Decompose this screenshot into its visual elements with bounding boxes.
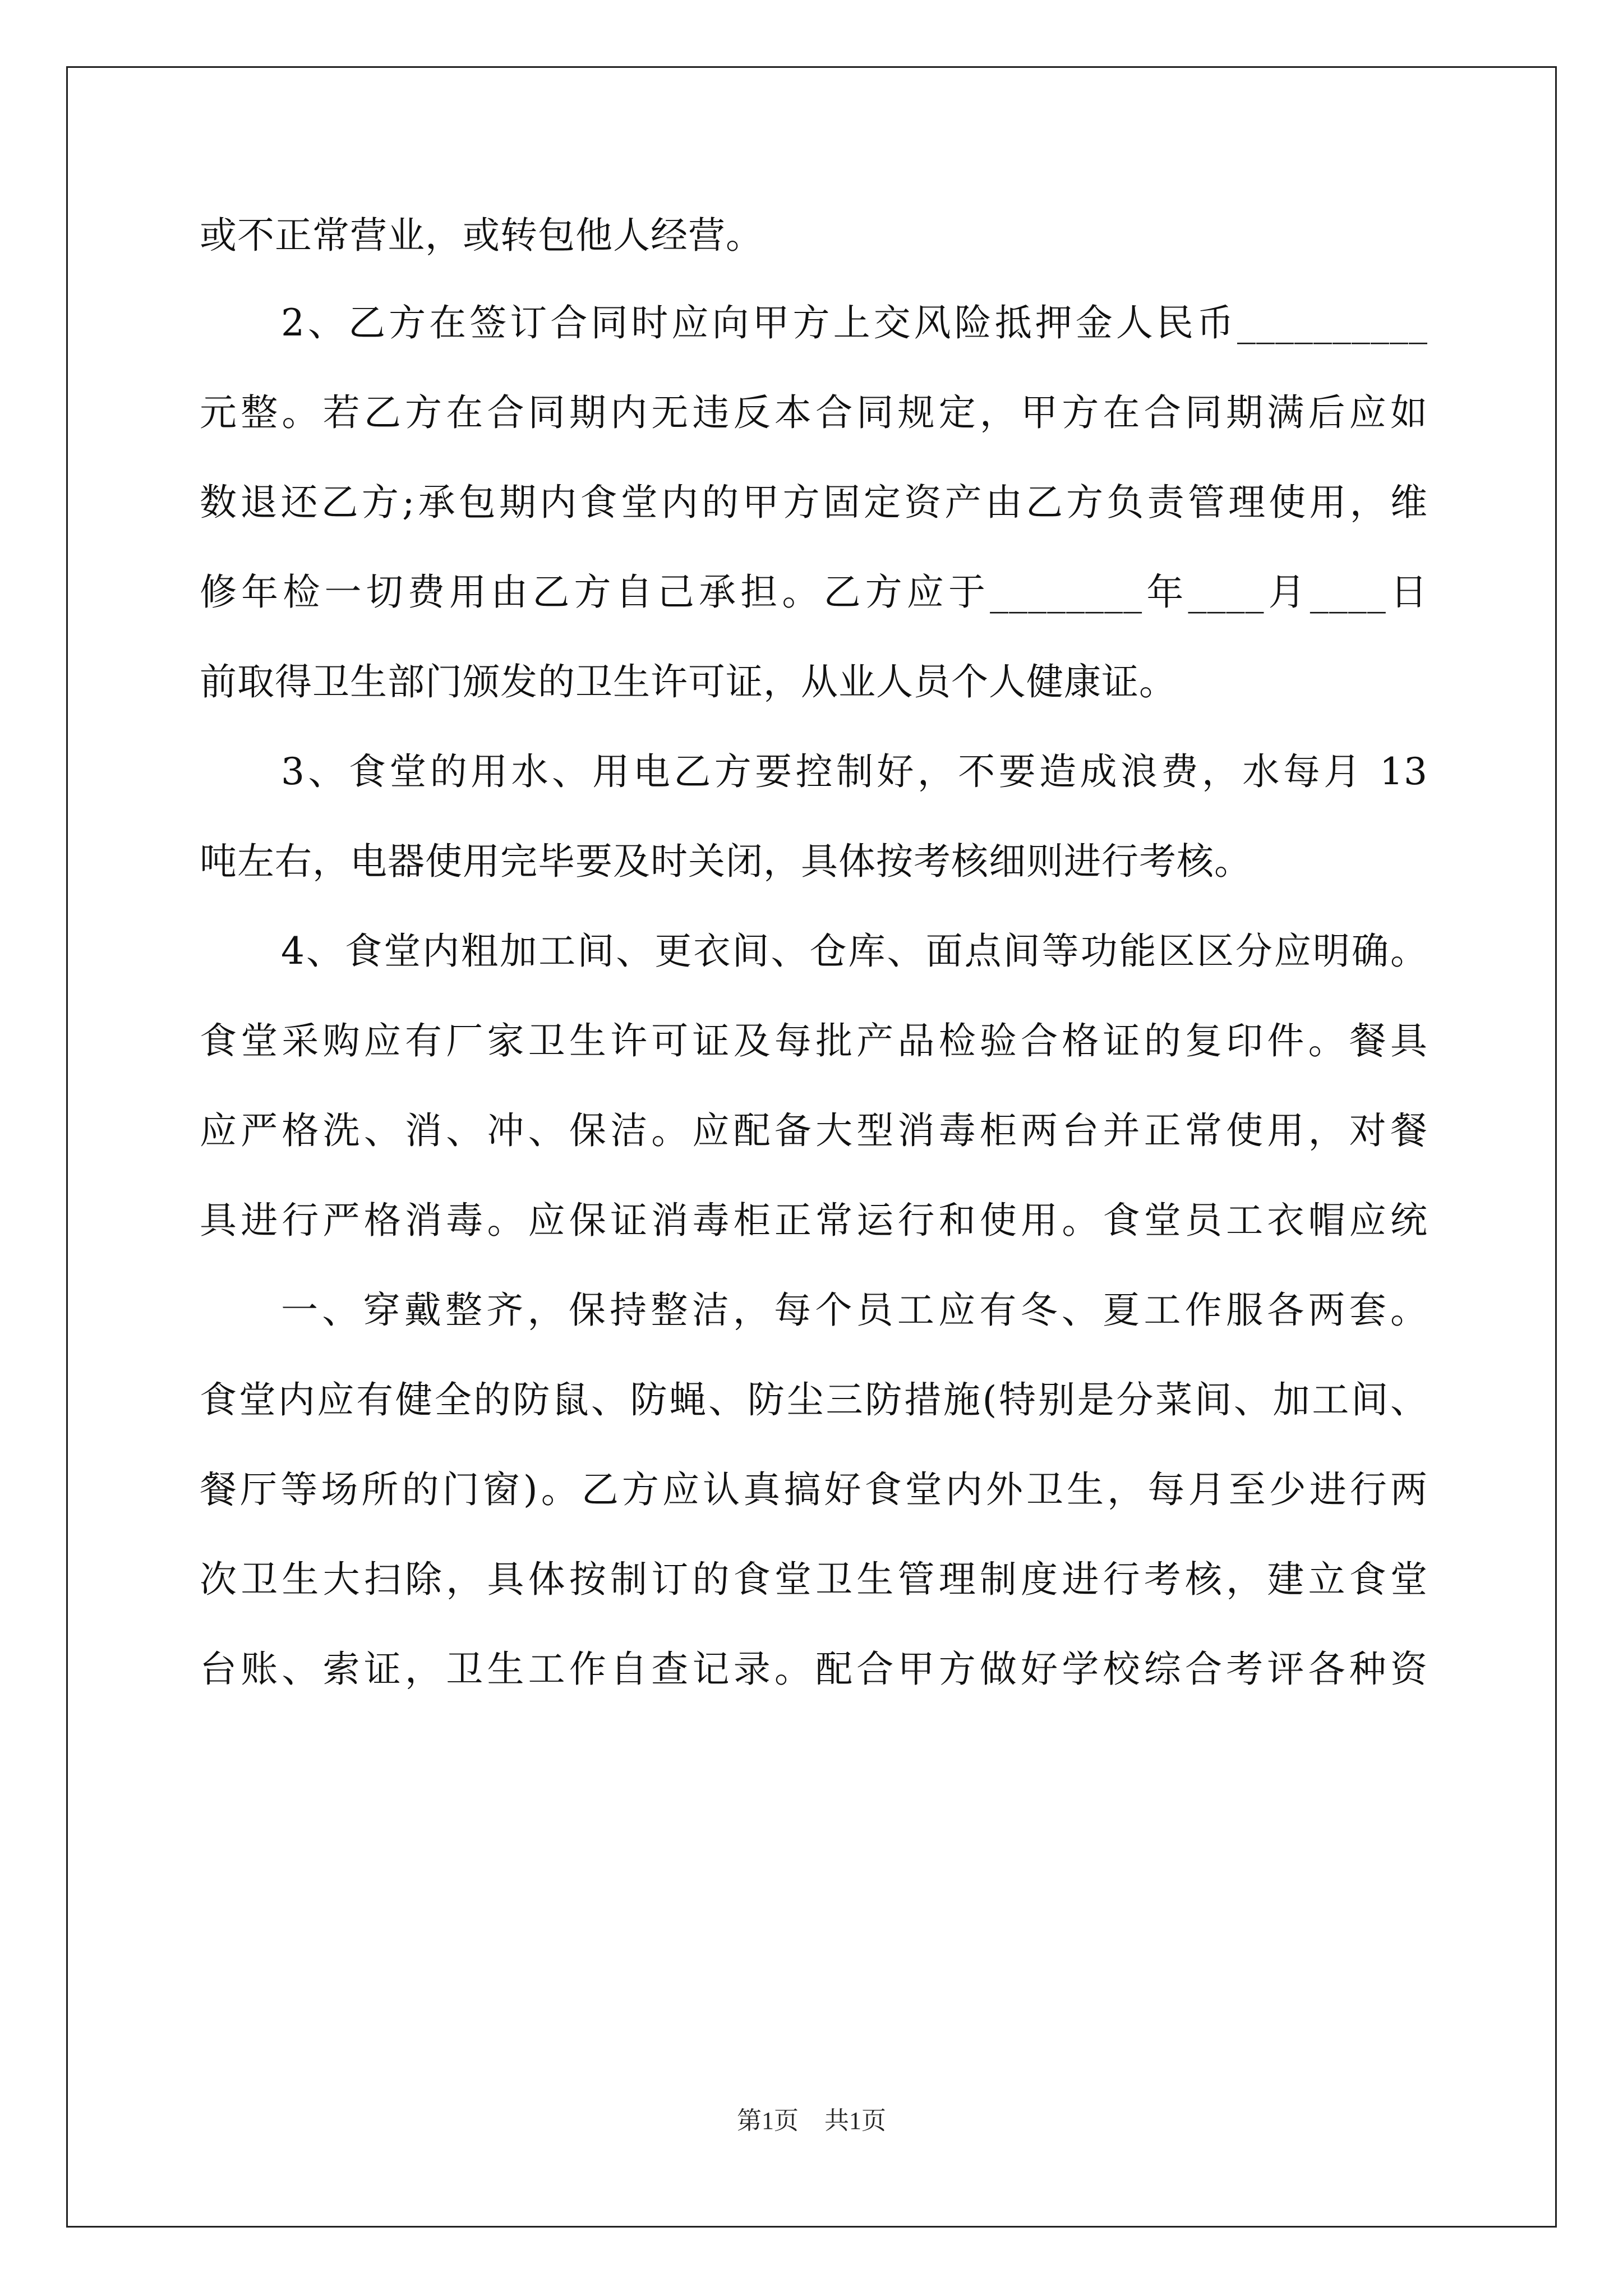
page-footer bbox=[0, 2105, 1623, 2137]
text-line: 应严格洗、消、冲、保洁。应配备大型消毒柜两台并正常使用，对餐 bbox=[200, 1109, 1428, 1152]
text-line: 次卫生大扫除，具体按制订的食堂卫生管理制度进行考核，建立食堂 bbox=[200, 1558, 1428, 1601]
text-line: 3、食堂的用水、用电乙方要控制好，不要造成浪费，水每月 13 bbox=[281, 750, 1428, 793]
text-line: 一、穿戴整齐，保持整洁，每个员工应有冬、夏工作服各两套。 bbox=[281, 1289, 1428, 1332]
text-line: 修年检一切费用由乙方自己承担。乙方应于________年____月____日 bbox=[200, 570, 1428, 614]
text-line: 数退还乙方;承包期内食堂内的甲方固定资产由乙方负责管理使用，维 bbox=[200, 481, 1428, 524]
text-line: 元整。若乙方在合同期内无违反本合同规定，甲方在合同期满后应如 bbox=[200, 391, 1428, 434]
page-number-current: 第1页 bbox=[737, 2107, 799, 2134]
text-line: 2、乙方在签订合同时应向甲方上交风险抵押金人民币__________ bbox=[281, 301, 1428, 344]
text-line: 台账、索证，卫生工作自查记录。配合甲方做好学校综合考评各种资 bbox=[200, 1648, 1428, 1691]
page-number-total: 共1页 bbox=[824, 2107, 886, 2134]
text-line: 具进行严格消毒。应保证消毒柜正常运行和使用。食堂员工衣帽应统 bbox=[200, 1199, 1428, 1242]
text-line: 4、食堂内粗加工间、更衣间、仓库、面点间等功能区区分应明确。 bbox=[281, 930, 1428, 973]
text-line: 前取得卫生部门颁发的卫生许可证，从业人员个人健康证。 bbox=[200, 660, 1177, 703]
text-line: 食堂采购应有厂家卫生许可证及每批产品检验合格证的复印件。餐具 bbox=[200, 1019, 1428, 1062]
text-line: 食堂内应有健全的防鼠、防蝇、防尘三防措施(特别是分菜间、加工间、 bbox=[200, 1378, 1428, 1421]
text-line: 餐厅等场所的门窗)。乙方应认真搞好食堂内外卫生，每月至少进行两 bbox=[200, 1468, 1428, 1511]
text-line: 或不正常营业，或转包他人经营。 bbox=[200, 214, 763, 257]
text-line: 吨左右，电器使用完毕要及时关闭，具体按考核细则进行考核。 bbox=[200, 840, 1252, 883]
